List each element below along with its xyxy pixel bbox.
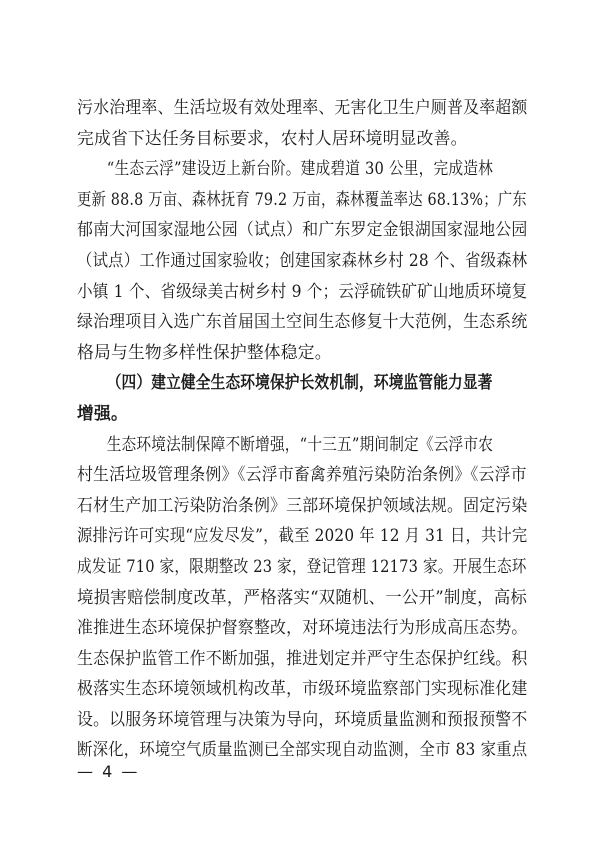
text-line: 极落实生态环境领域机构改革，市级环境监察部门实现标准化建 (77, 678, 528, 699)
paragraph-ecology (77, 153, 527, 367)
text-line: 污水治理率、生活垃圾有效处理率、无害化卫生户厕普及率超额 (77, 97, 528, 117)
text-line: 成发证 710 家，限期整改 23 家，登记管理 12173 家。开展生态环 (77, 555, 527, 576)
text-line: 完成省下达任务目标要求，农村人居环境明显改善。 (77, 127, 468, 148)
heading-line: （四）建立健全生态环境保护长效机制，环境监管能力显著 (106, 372, 493, 393)
text-line: 生态环境法制保障不断增强，“十三五”期间制定《云浮市农 (106, 433, 494, 454)
text-line: （试点）工作通过国家验收；创建国家森林乡村 28 个、省级森林 (77, 249, 528, 270)
document-body (77, 92, 527, 765)
text-line: 生态保护监管工作不断加强，推进划定并严守生态保护红线。积 (77, 647, 528, 668)
paragraph-rural-environment (77, 92, 527, 153)
text-line: 绿治理项目入选广东首届国土空间生态修复十大范例，生态系统 (77, 311, 528, 332)
heading-line: 增强。 (77, 402, 128, 423)
paragraph-regulation (77, 429, 527, 766)
text-line: 石材生产加工污染防治条例》三部环境保护领域法规。固定污染 (77, 494, 528, 515)
text-line: 格局与生物多样性保护整体稳定。 (77, 341, 332, 362)
page-number: — 4 — (77, 762, 140, 781)
text-line: 小镇 1 个、省级绿美古树乡村 9 个；云浮硫铁矿矿山地质环境复 (77, 280, 528, 301)
text-line: 村生活垃圾管理条例》《云浮市畜禽养殖污染防治条例》《云浮市 (77, 464, 527, 485)
text-line: 境损害赔偿制度改革，严格落实“双随机、一公开”制度，高标 (77, 586, 528, 607)
text-line: 源排污许可实现“应发尽发”，截至 2020 年 12 月 31 日，共计完 (77, 525, 528, 546)
section-heading (77, 367, 527, 428)
text-line: 更新 88.8 万亩、森林抚育 79.2 万亩，森林覆盖率达 68.13%；广东 (77, 188, 527, 209)
text-line: 断深化，环境空气质量监测已全部实现自动监测，全市 83 家重点 (77, 739, 528, 760)
text-line: 设。以服务环境管理与决策为导向，环境质量监测和预报预警不 (77, 708, 528, 729)
text-line: “生态云浮”建设迈上新台阶。建成碧道 30 公里，完成造林 (106, 158, 493, 179)
text-line: 准推进生态环境保护督察整改，对环境违法行为形成高压态势。 (77, 617, 528, 638)
text-line: 郁南大河国家湿地公园（试点）和广东罗定金银湖国家湿地公园 (77, 219, 528, 240)
